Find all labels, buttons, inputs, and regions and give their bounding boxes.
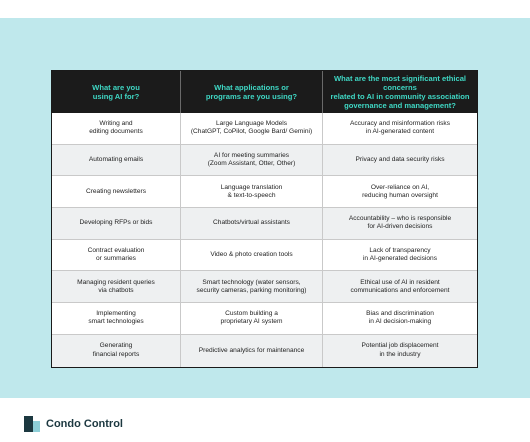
cell-concern: Over-reliance on AI, reducing human oversight	[362, 183, 438, 199]
cell-concern: Potential job displacement in the industry	[361, 342, 439, 358]
cell-application: Chatbots/virtual assistants	[181, 208, 323, 239]
cell-concern: Lack of transparency in AI-generated decisions	[362, 246, 438, 263]
table-header	[52, 71, 477, 113]
cell-application: Smart technology (water sensors, security cameras, parking monitoring)	[181, 271, 323, 302]
cell-use: Generating financial reports	[52, 335, 181, 367]
condo-control-logo-icon	[24, 416, 40, 432]
cell-use: Contract evaluation or summaries	[52, 240, 181, 271]
cell-use: Automating emails	[52, 145, 181, 176]
cell-concern: Bias and discrimination in AI decision-making	[366, 310, 434, 326]
cell-concern: Accuracy and misinformation risks in AI-generated content	[349, 120, 451, 136]
cell-application: AI for meeting summaries (Zoom Assistant, Otter, Other)	[181, 145, 323, 176]
table-row	[52, 335, 477, 367]
cell-use: Implementing smart technologies	[52, 303, 181, 334]
table-row	[52, 208, 477, 240]
table-row	[52, 240, 477, 272]
cell-concern: Accountability – who is responsible for AI-driven decisions	[348, 215, 452, 231]
cell-use: Creating newsletters	[52, 176, 181, 207]
table-row	[52, 145, 477, 177]
header-applications: What applications or programs are you using?	[181, 71, 323, 113]
brand-name: Condo Control	[46, 418, 123, 430]
cell-application: Language translation & text-to-speech	[181, 176, 323, 207]
cell-application: Large Language Models (ChatGPT, CoPilot, Google Bard/ Gemini)	[181, 113, 323, 144]
cell-concern: Ethical use of AI in resident communications and enforcement	[350, 278, 450, 294]
table-row	[52, 303, 477, 335]
header-ethical-concerns: What are the most significant ethical concerns related to AI in community association governance and management?	[330, 74, 470, 110]
table-body	[52, 113, 477, 367]
brand-footer	[24, 416, 123, 432]
ai-usage-table	[51, 70, 478, 368]
table-row	[52, 176, 477, 208]
cell-concern: Privacy and data security risks	[355, 155, 445, 163]
cell-use: Writing and editing documents	[52, 113, 181, 144]
cell-application: Predictive analytics for maintenance	[181, 335, 323, 367]
cell-application: Custom building a proprietary AI system	[181, 303, 323, 334]
table-row	[52, 271, 477, 303]
cell-use: Managing resident queries via chatbots	[52, 271, 181, 302]
header-ai-uses: What are you using AI for?	[52, 71, 181, 113]
cell-use: Developing RFPs or bids	[52, 208, 181, 239]
table-row	[52, 113, 477, 145]
cell-application: Video & photo creation tools	[181, 240, 323, 271]
